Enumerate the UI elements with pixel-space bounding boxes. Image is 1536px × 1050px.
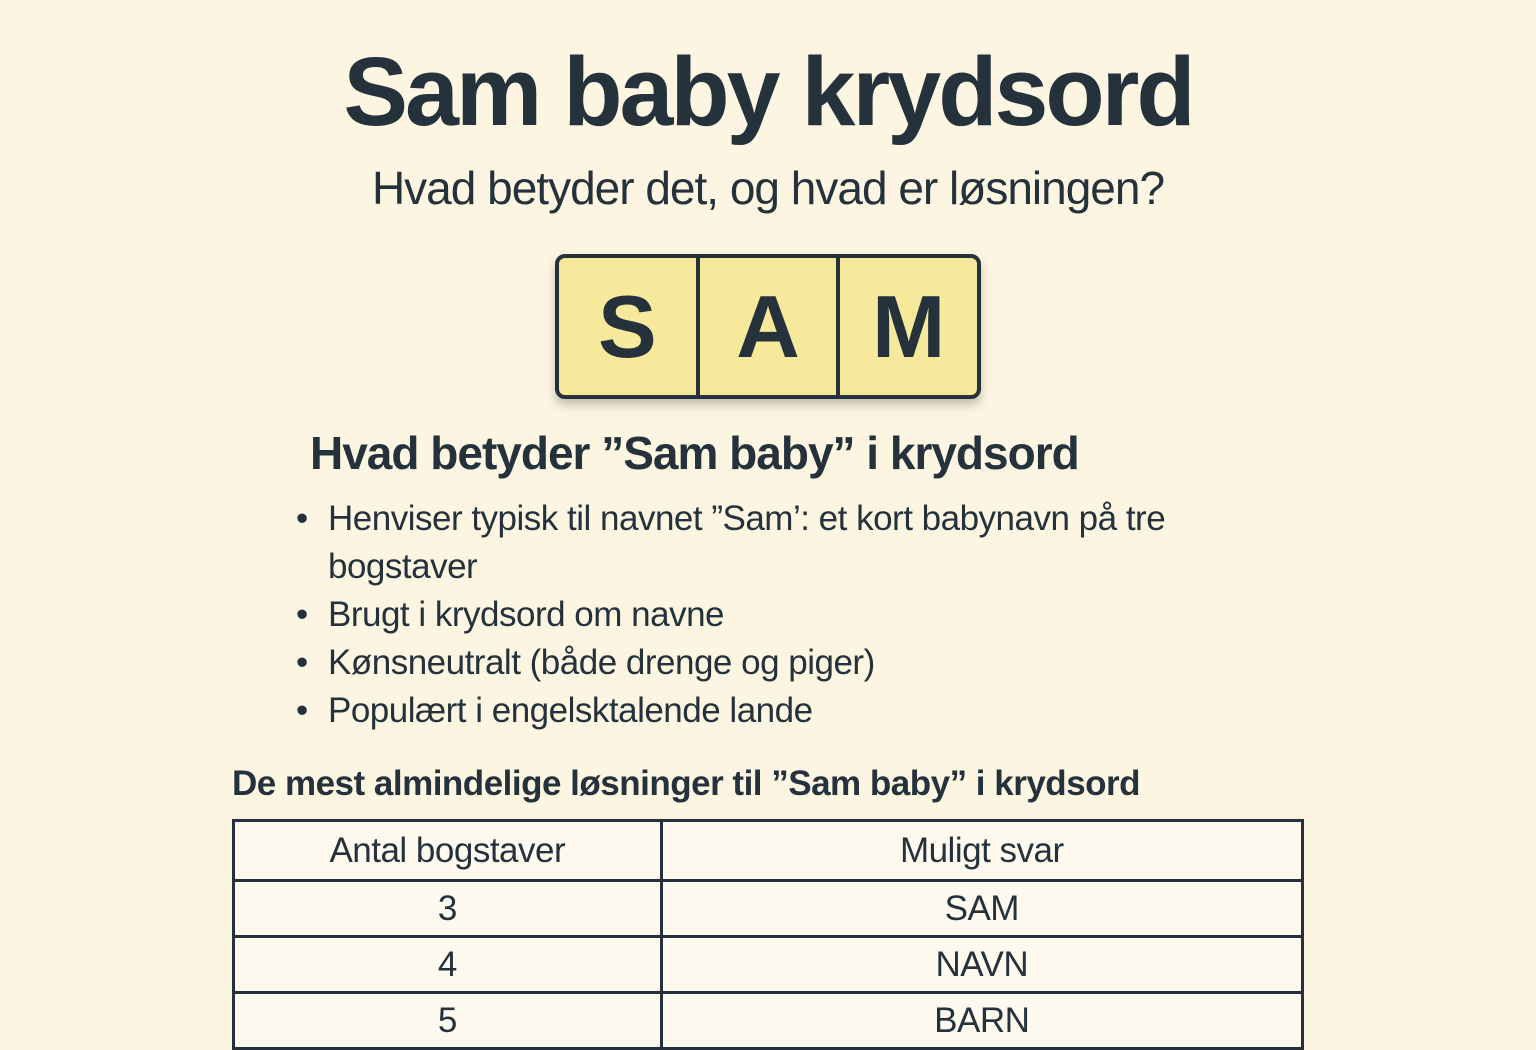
page-title: Sam baby krydsord [343,37,1193,146]
table-row [234,937,1303,993]
solutions-table [232,819,1304,1050]
crossword-tile [700,258,837,395]
crossword-tile [559,258,696,395]
bullet-marker: • [296,691,308,730]
table-header-row [234,821,1303,881]
bullet-item [296,591,1226,639]
table-cell-answer: BARN [661,993,1302,1049]
table-cell-letters: 5 [234,993,662,1049]
bullet-item [296,495,1226,591]
bullet-text: Populært i engelsktalende lande [328,691,813,730]
table-cell-letters: 4 [234,937,662,993]
tile-letter: S [597,276,657,376]
bullet-text: Henviser typisk til navnet ”Sam’: et kort babynavn på tre bogstaver [328,499,1166,586]
table-row [234,881,1303,937]
table-header-cell-answer: Muligt svar [661,821,1302,881]
page-subtitle: Hvad betyder det, og hvad er løsningen? [371,162,1165,214]
bullet-item [296,639,1226,687]
solutions-section-heading: De mest almindelige løsninger til ”Sam baby” i krydsord [232,764,1141,803]
tile-letter: M [872,276,946,376]
bullet-item [296,687,1226,735]
table-row [234,993,1303,1049]
bullet-marker: • [296,499,308,538]
meaning-section-heading: Hvad betyder ”Sam baby” i krydsord [310,427,1079,479]
crossword-tile [840,258,977,395]
table-cell-answer: NAVN [661,937,1302,993]
crossword-answer-tiles [555,254,981,399]
meaning-bullet-list [232,495,1226,735]
table-cell-letters: 3 [234,881,662,937]
bullet-marker: • [296,643,308,682]
bullet-text: Brugt i krydsord om navne [328,595,725,634]
table-header-cell-letters: Antal bogstaver [234,821,662,881]
bullet-text: Kønsneutralt (både drenge og piger) [328,643,875,682]
bullet-marker: • [296,595,308,634]
content-column [232,427,1304,1050]
tile-letter: A [736,276,800,376]
table-cell-answer: SAM [661,881,1302,937]
